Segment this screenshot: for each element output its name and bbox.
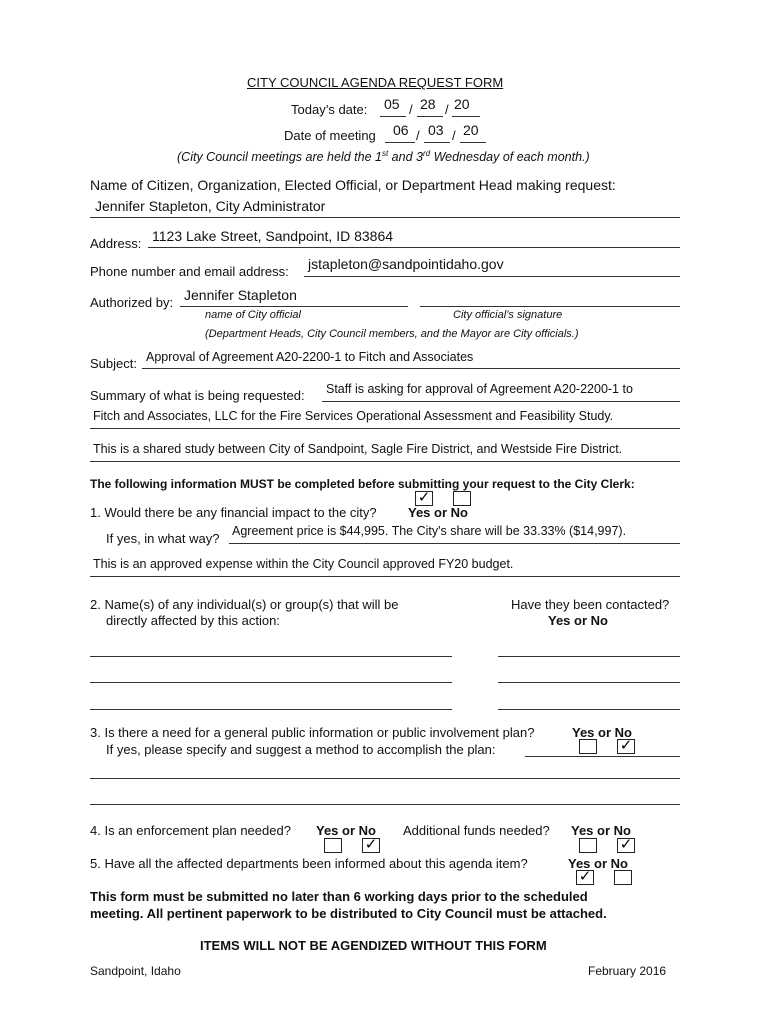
signature-caption: City official’s signature xyxy=(453,309,563,321)
summary-line-2[interactable]: Fitch and Associates, LLC for the Fire Services Operational Assessment and Feasibility Study. xyxy=(93,409,614,423)
date-slash: / xyxy=(445,102,449,117)
q3-yes-checkbox[interactable] xyxy=(579,739,597,754)
meeting-date-month[interactable]: 06 xyxy=(393,122,409,138)
q4-funds-label: Additional funds needed? xyxy=(403,823,550,838)
q2-contacted-line[interactable] xyxy=(498,709,680,710)
summary-line-1[interactable]: Staff is asking for approval of Agreement A20-2200-1 to xyxy=(326,382,633,396)
check-icon: ✓ xyxy=(619,836,633,853)
instruction-text: The following information MUST be completed before submitting your request to the City Clerk: xyxy=(90,477,635,491)
date-slash: / xyxy=(409,102,413,117)
check-icon: ✓ xyxy=(417,489,431,506)
q5-yes-checkbox[interactable] xyxy=(576,870,594,885)
q1-followup-value[interactable]: Agreement price is $44,995. The City's share will be 33.33% ($14,997). xyxy=(232,524,627,538)
q5-text: 5. Have all the affected departments been informed about this agenda item? xyxy=(90,856,528,871)
date-slash: / xyxy=(452,128,456,143)
official-note: (Department Heads, City Council members, and the Mayor are City officials.) xyxy=(205,328,579,340)
q2-name-line[interactable] xyxy=(90,709,452,710)
q2-name-line[interactable] xyxy=(90,682,452,683)
q3-text-line-2: If yes, please specify and suggest a method to accomplish the plan: xyxy=(106,742,496,757)
q1-text: 1. Would there be any financial impact to the city? xyxy=(90,505,377,520)
q1-followup-line-2[interactable]: This is an approved expense within the City Council approved FY20 budget. xyxy=(93,557,514,571)
q3-text-line-1: 3. Is there a need for a general public information or public involvement plan? xyxy=(90,725,535,740)
q1-no-checkbox[interactable] xyxy=(453,491,471,506)
q2-name-line[interactable] xyxy=(90,656,452,657)
todays-date-day[interactable]: 28 xyxy=(420,96,436,112)
q2-text-line-1: 2. Name(s) of any individual(s) or group(s) that will be xyxy=(90,597,399,612)
q1-yes-or-no: Yes or No xyxy=(408,505,468,520)
todays-date-month[interactable]: 05 xyxy=(384,96,400,112)
q4-text: 4. Is an enforcement plan needed? xyxy=(90,823,291,838)
deadline-line-2: meeting. All pertinent paperwork to be distributed to City Council must be attached. xyxy=(90,906,607,921)
name-caption: name of City official xyxy=(205,309,301,321)
q2-contacted-line[interactable] xyxy=(498,656,680,657)
q4-funds-yes-or-no: Yes or No xyxy=(571,823,631,838)
contact-label: Phone number and email address: xyxy=(90,264,289,279)
check-icon: ✓ xyxy=(364,836,378,853)
q2-text-line-2: directly affected by this action: xyxy=(106,613,280,628)
q2-contacted-line[interactable] xyxy=(498,682,680,683)
q4-yes-or-no: Yes or No xyxy=(316,823,376,838)
footer-city: Sandpoint, Idaho xyxy=(90,964,181,978)
q3-yes-or-no: Yes or No xyxy=(572,725,632,740)
agendize-warning: ITEMS WILL NOT BE AGENDIZED WITHOUT THIS FORM xyxy=(200,938,547,953)
authorized-value[interactable]: Jennifer Stapleton xyxy=(184,287,297,303)
q1-yes-checkbox[interactable] xyxy=(415,491,433,506)
meeting-date-year[interactable]: 20 xyxy=(463,122,479,138)
subject-label: Subject: xyxy=(90,356,137,371)
todays-date-label: Today’s date: xyxy=(291,102,368,117)
summary-label: Summary of what is being requested: xyxy=(90,388,305,403)
q5-yes-or-no: Yes or No xyxy=(568,856,628,871)
meeting-date-label: Date of meeting xyxy=(284,128,376,143)
form-title: CITY COUNCIL AGENDA REQUEST FORM xyxy=(247,75,504,90)
q3-plan-line[interactable] xyxy=(90,804,680,805)
check-icon: ✓ xyxy=(619,737,633,754)
address-label: Address: xyxy=(90,236,142,251)
date-slash: / xyxy=(416,128,420,143)
address-value[interactable]: 1123 Lake Street, Sandpoint, ID 83864 xyxy=(152,228,394,244)
requester-label: Name of Citizen, Organization, Elected Official, or Department Head making request: xyxy=(90,177,616,193)
subject-value[interactable]: Approval of Agreement A20-2200-1 to Fitch and Associates xyxy=(146,350,474,364)
q3-no-checkbox[interactable] xyxy=(617,739,635,754)
q4-no-checkbox[interactable] xyxy=(362,838,380,853)
contact-value[interactable]: jstapleton@sandpointidaho.gov xyxy=(308,256,504,272)
todays-date-year[interactable]: 20 xyxy=(454,96,470,112)
q2-yes-or-no: Yes or No xyxy=(548,613,608,628)
requester-value[interactable]: Jennifer Stapleton, City Administrator xyxy=(95,198,326,214)
meeting-date-day[interactable]: 03 xyxy=(428,122,444,138)
q2-contacted-label: Have they been contacted? xyxy=(511,597,670,612)
summary-line-3[interactable]: This is a shared study between City of Sandpoint, Sagle Fire District, and Westside Fire District. xyxy=(93,442,623,456)
q3-plan-line[interactable] xyxy=(90,778,680,779)
authorized-label: Authorized by: xyxy=(90,295,174,310)
q4-yes-checkbox[interactable] xyxy=(324,838,342,853)
check-icon: ✓ xyxy=(578,868,592,885)
footer-revision: February 2016 xyxy=(588,964,667,978)
meeting-schedule-note: (City Council meetings are held the 1st and 3rd Wednesday of each month.) xyxy=(177,149,590,165)
q4-funds-no-checkbox[interactable] xyxy=(617,838,635,853)
q5-no-checkbox[interactable] xyxy=(614,870,632,885)
q1-followup-label: If yes, in what way? xyxy=(106,531,220,546)
deadline-line-1: This form must be submitted no later than 6 working days prior to the scheduled xyxy=(90,889,588,904)
q4-funds-yes-checkbox[interactable] xyxy=(579,838,597,853)
